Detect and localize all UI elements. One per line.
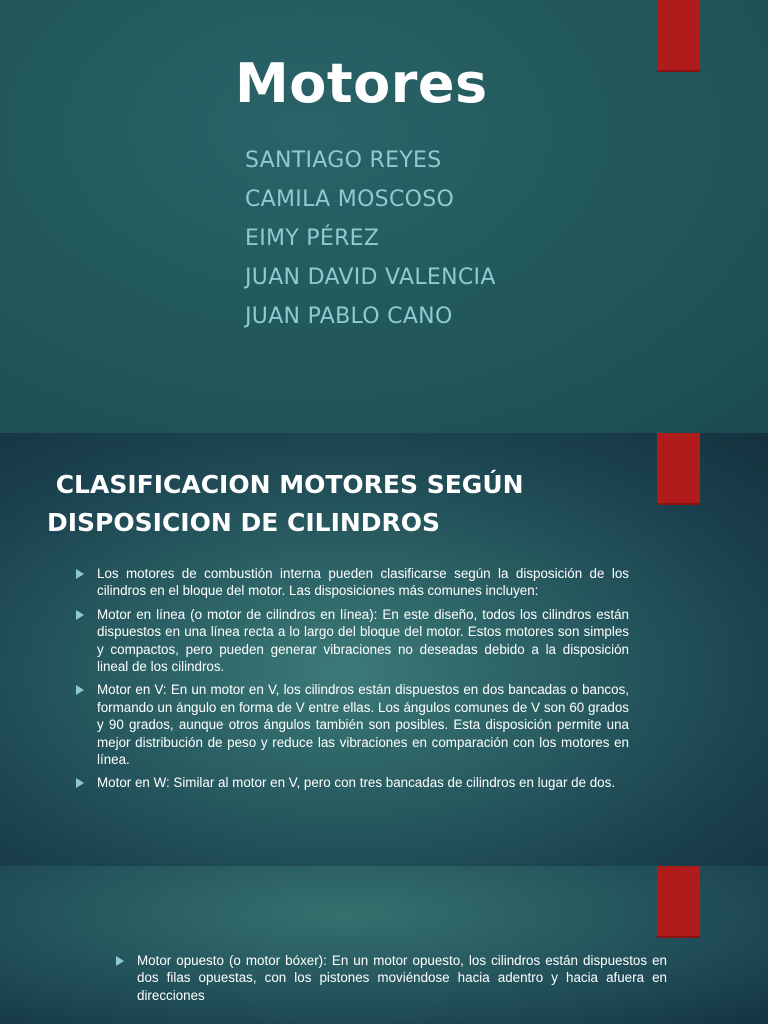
title-slide [0,0,768,433]
bullet-item [76,774,629,791]
bullet-item [76,565,629,600]
bullet-arrow-icon [76,569,84,579]
bullet-item [116,952,667,1004]
slide-heading [47,466,647,542]
bullet-text: Los motores de combustión interna pueden clasificarse según la disposición de los cilindros en el bloque del motor. Las disposiciones más comunes incluyen: [97,566,629,599]
bullet-text: Motor en W: Similar al motor en V, pero con tres bancadas de cilindros en lugar de dos. [97,775,616,791]
slide-heading-line: DISPOSICION DE CILINDROS [47,508,441,537]
bullet-arrow-icon [76,685,84,695]
accent-bar [657,433,700,505]
slide-heading-line: CLASIFICACION MOTORES SEGÚN [47,470,524,499]
author-name: JUAN PABLO CANO [245,304,453,329]
bullet-arrow-icon [76,778,84,788]
bullet-arrow-icon [76,610,84,620]
bullet-item [76,606,629,676]
author-name: SANTIAGO REYES [245,148,442,173]
bullet-item [76,681,629,768]
presentation-title: Motores [235,52,488,115]
author-name: CAMILA MOSCOSO [245,187,455,212]
bullet-text: Motor en V: En un motor en V, los cilindros están dispuestos en dos bancadas o bancos, formando un ángulo en forma de V entre ellas. Los ángulos comunes de V son 60 grados y 90 grados, aunque otros ángulos también son posibles. Esta disposición permite una mejor distribución de peso y reduce las vibraciones en comparación con los motores en línea. [97,682,629,768]
bullet-arrow-icon [116,956,124,966]
bullet-list [76,565,629,798]
bullet-text: Motor opuesto (o motor bóxer): En un motor opuesto, los cilindros están dispuestos en dos filas opuestas, con los pistones moviéndose hacia adentro y hacia afuera en direcciones [137,953,667,1003]
bullet-text: Motor en línea (o motor de cilindros en línea): En este diseño, todos los cilindros están dispuestos en una línea recta a lo largo del bloque del motor. Estos motores son simples y compactos, pero pueden generar vibraciones no deseadas debido a la disposición lineal de los cilindros. [97,606,629,675]
classification-slide [0,433,768,866]
continuation-slide [0,866,768,1024]
author-list [245,145,496,340]
accent-bar [657,0,700,72]
bullet-list [116,952,667,1010]
author-name: JUAN DAVID VALENCIA [245,265,496,290]
author-name: EIMY PÉREZ [245,226,380,251]
accent-bar [657,866,700,938]
